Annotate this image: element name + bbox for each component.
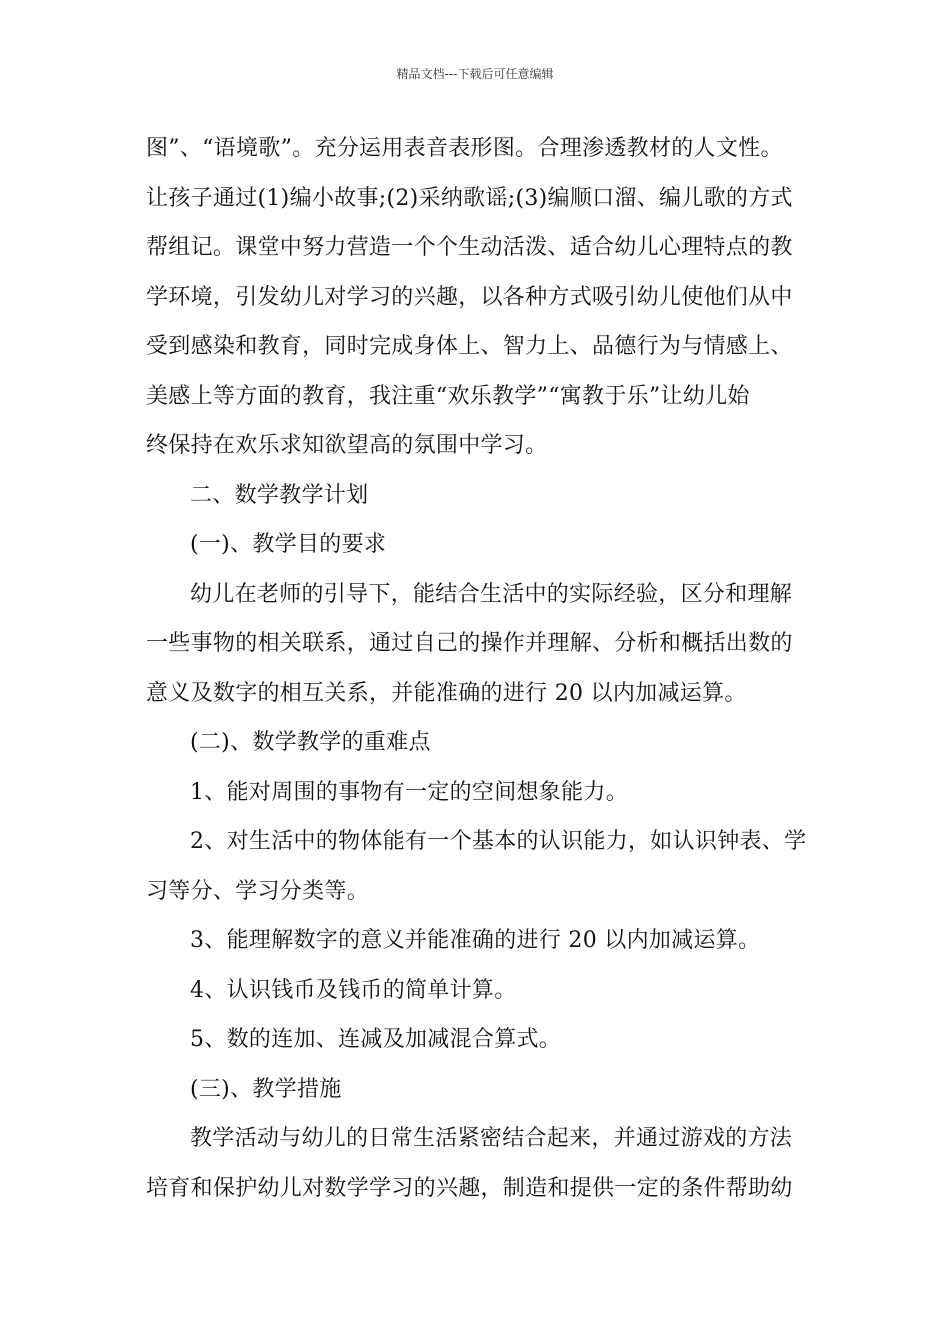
text-line: 学环境，引发幼儿对学习的兴趣，以各种方式吸引幼儿使他们从中	[146, 284, 793, 310]
text-line: 幼儿在老师的引导下，能结合生活中的实际经验，区分和理解	[190, 581, 793, 607]
document-body	[146, 124, 818, 1213]
section-heading: 二、数学教学计划	[190, 482, 369, 508]
list-item: 5、数的连加、连减及加减混合算式。	[190, 1027, 562, 1052]
text-line: 美感上等方面的教育，我注重“欢乐教学”“寓教于乐”让幼儿始	[146, 383, 750, 409]
text-line: 受到感染和教育，同时完成身体上、智力上、品德行为与情感上、	[146, 334, 793, 359]
list-item: 1、能对周围的事物有一定的空间想象能力。	[190, 779, 628, 805]
subsection-heading: (二)、数学教学的重难点	[190, 730, 431, 755]
subsection-heading: (一)、教学目的要求	[190, 532, 387, 557]
text-line: 图”、“语境歌”。充分运用表音表形图。合理渗透教材的人文性。	[146, 136, 783, 161]
text-line: 培育和保护幼儿对数学学习的兴趣，制造和提供一定的条件帮助幼	[146, 1175, 793, 1201]
list-item: 3、能理解数字的意义并能准确的进行 20 以内加减运算。	[190, 928, 761, 953]
list-item: 4、认识钱币及钱币的简单计算。	[190, 977, 517, 1003]
page-header: 精品文档---下载后可任意编辑	[396, 67, 554, 81]
text-line: 让孩子通过(1)编小故事;(2)采纳歌谣;(3)编顺口溜、编儿歌的方式	[146, 185, 793, 211]
text-line: 一些事物的相关联系，通过自己的操作并理解、分析和概括出数的	[146, 631, 793, 656]
text-line: 意义及数字的相互关系，并能准确的进行 20 以内加减运算。	[146, 680, 747, 706]
text-line: 教学活动与幼儿的日常生活紧密结合起来，并通过游戏的方法	[190, 1126, 793, 1151]
text-line: 终保持在欢乐求知欲望高的氛围中学习。	[146, 433, 548, 458]
text-line: 帮组记。课堂中努力营造一个个生动活泼、适合幼儿心理特点的教	[146, 235, 793, 260]
text-line: 习等分、学习分类等。	[146, 878, 370, 904]
list-item: 2、对生活中的物体能有一个基本的认识能力，如认识钟表、学	[190, 829, 807, 854]
subsection-heading: (三)、教学措施	[190, 1076, 342, 1102]
